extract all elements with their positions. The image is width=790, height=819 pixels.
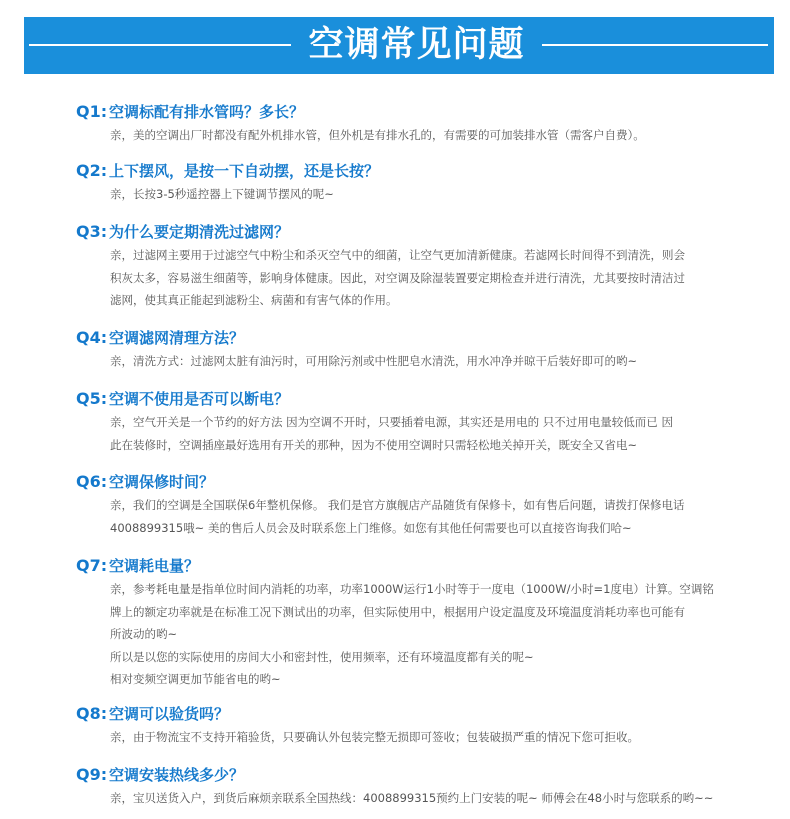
answer-text [110,726,716,749]
answer-line: 亲，清洗方式：过滤网太脏有油污时，可用除污剂或中性肥皂水清洗，用水冲净并晾干后装好即可的哟~ [110,354,638,368]
answer-line: 滤网，使其真正能起到滤粉尘、病菌和有害气体的作用。 [110,293,398,307]
answer-line: 亲，过滤网主要用于过滤空气中粉尘和杀灭空气中的细菌，让空气更加清新健康。若滤网长时间得不到清洗，则会 [110,248,685,262]
answer-text [110,578,716,691]
answer-text [110,244,716,312]
answer-line: 所波动的哟~ [110,627,178,641]
question-text: 空调标配有排水管吗？多长？ [109,103,305,121]
header-divider-right [542,44,768,46]
answer-text [110,124,716,147]
answer-line: 亲，长按3-5秒遥控器上下键调节摆风的呢~ [110,187,334,201]
answer-text [110,411,716,456]
answer-text [110,183,716,206]
answer-line: 所以是以您的实际使用的房间大小和密封性，使用频率，还有环境温度都有关的呢~ [110,649,534,664]
question-number: Q2: [76,161,108,180]
question-number: Q5: [76,389,108,408]
header-banner [24,17,774,74]
answer-line: 亲，参考耗电量是指单位时间内消耗的功率，功率1000W运行1小时等于一度电（1000W/小时=1度电）计算。空调铭 [110,582,714,596]
page-title: 空调常见问题 [308,25,525,65]
answer-line: 此在装修时，空调插座最好选用有开关的那种，因为不使用空调时只需轻松地关掉开关，既安全又省电~ [110,437,638,452]
question-number: Q3: [76,222,108,241]
header-divider-left [29,44,291,46]
answer-text [110,350,716,373]
answer-line: 积灰太多，容易滋生细菌等，影响身体健康。因此，对空调及除湿装置要定期检查并进行清洗，尤其要按时清洁过 [110,270,685,285]
answer-line: 亲，空气开关是一个节约的好方法 因为空调不开时，只要插着电源，其实还是用电的 只不过用电量较低而已 因 [110,415,673,429]
answer-text [110,494,716,539]
question-text: 为什么要定期清洗过滤网？ [109,223,290,241]
question-text: 空调安装热线多少？ [109,766,245,784]
question-number: Q8: [76,704,108,723]
question-number: Q4: [76,328,108,347]
question-text: 空调不使用是否可以断电？ [109,390,290,408]
answer-line: 亲，美的空调出厂时都没有配外机排水管，但外机是有排水孔的，有需要的可加装排水管（需客户自费）。 [110,128,645,142]
question-text: 空调耗电量？ [109,557,200,575]
answer-line: 相对变频空调更加节能省电的哟~ [110,672,281,686]
answer-line: 亲，由于物流宝不支持开箱验货，只要确认外包装完整无损即可签收；包装破损严重的情况下您可拒收。 [110,730,639,744]
answer-line: 亲，宝贝送货入户，到货后麻烦亲联系全国热线：4008899315预约上门安装的呢~ 师傅会在48小时与您联系的哟~~ [110,791,714,805]
question-number: Q9: [76,765,108,784]
answer-text [110,787,716,810]
question-text: 上下摆风，是按一下自动摆，还是长按？ [109,162,380,180]
question-number: Q1: [76,102,108,121]
question-number: Q7: [76,556,108,575]
question-text: 空调可以验货吗？ [109,705,230,723]
question-text: 空调滤网清理方法？ [109,329,245,347]
question-number: Q6: [76,472,108,491]
answer-line: 牌上的额定功率就是在标准工况下测试出的功率，但实际使用中，根据用户设定温度及环境温度消耗功率也可能有 [110,604,685,619]
question-text: 空调保修时间？ [109,473,215,491]
answer-line: 亲，我们的空调是全国联保6年整机保修。 我们是官方旗舰店产品随货有保修卡，如有售后问题，请拨打保修电话 [110,498,685,512]
answer-line: 4008899315哦~ 美的售后人员会及时联系您上门维修。如您有其他任何需要也可以直接咨询我们哈~ [110,520,632,535]
